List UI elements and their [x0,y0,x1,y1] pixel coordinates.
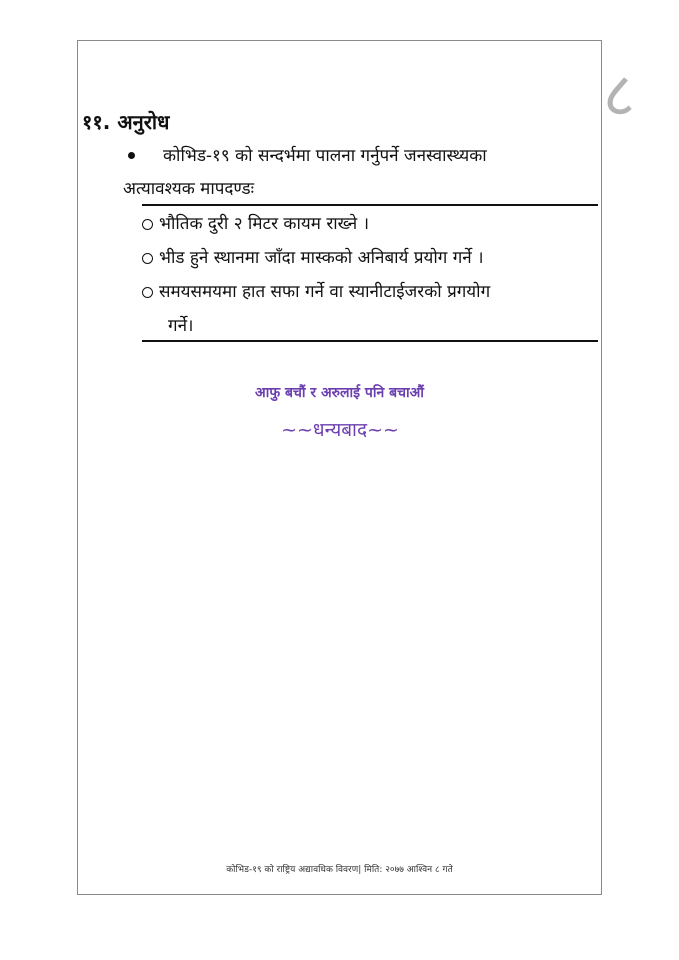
bullet-paragraph [123,140,570,206]
bullet-line-2: अत्यावश्यक मापदण्डः [123,179,255,199]
thanks-text: ~~धन्यबाद~~ [281,419,399,441]
page-number: ८ [602,58,636,131]
circle-bullet-icon [142,253,153,264]
circle-bullet-icon [142,287,153,298]
list-item [142,207,598,241]
list-item-continuation: गर्ने। [168,316,194,336]
guidelines-box [142,204,598,342]
section-heading: ११. अनुरोध [82,110,170,134]
circle-bullet-icon [142,219,153,230]
slogan-text: आफु बचौं र अरुलाई पनि बचाऔं [255,385,424,401]
bullet-line-1: कोभिड-१९ को सन्दर्भमा पालना गर्नुपर्ने जनस्वास्थ्यका [163,146,487,166]
list-item [142,241,598,275]
list-item-text: समयसमयमा हात सफा गर्ने वा स्यानीटाईजरको प्रगयोग [159,282,491,302]
list-item-text: भौतिक दुरी २ मिटर कायम राख्ने । [159,214,370,234]
list-item [142,275,598,343]
list-item-text: भीड हुने स्थानमा जाँदा मास्कको अनिबार्य प्रयोग गर्ने । [159,248,484,268]
page-footer: कोभिड-१९ को राष्ट्रिय अद्यावधिक विवरण| मिति: २०७७ आश्विन ८ गते [226,865,453,875]
